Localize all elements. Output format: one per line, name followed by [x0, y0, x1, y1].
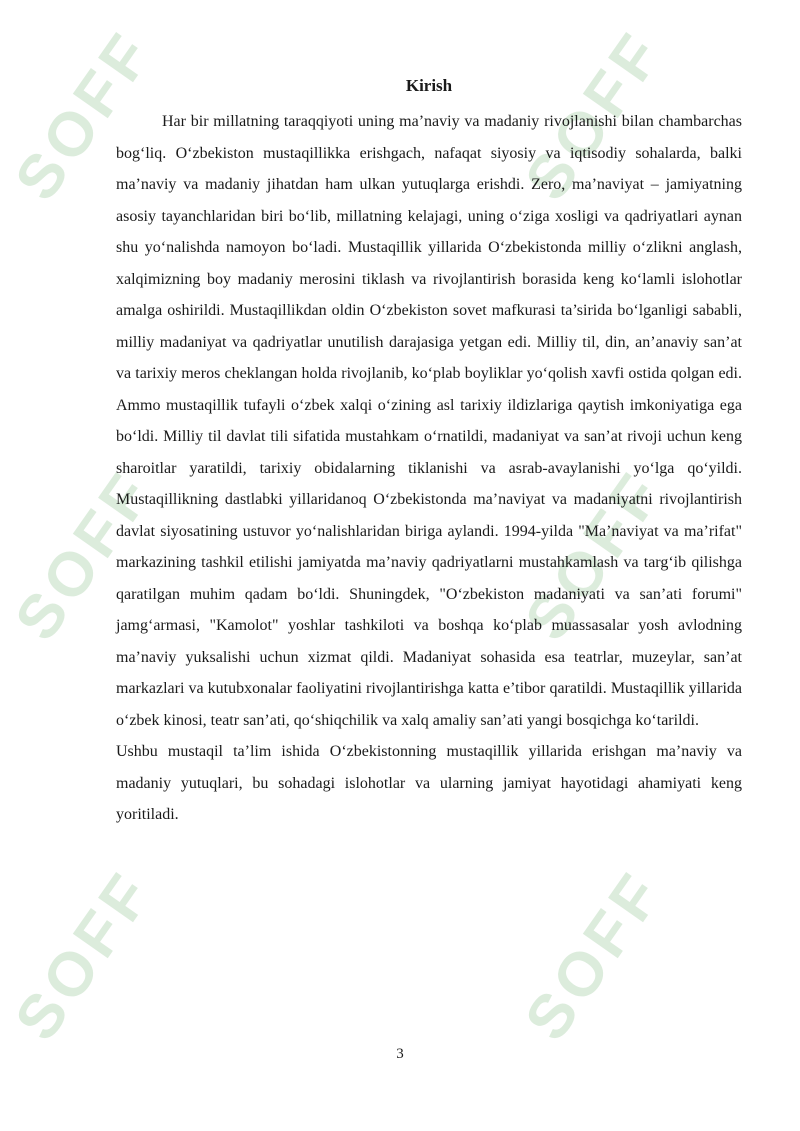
intro-paragraph: Har bir millatning taraqqiyoti uning ma’naviy va madaniy rivojlanishi bilan chambarchas bog‘liq. O‘zbekiston mustaqillikka erishgach, nafaqat siyosiy va iqtisodiy sohalarda, balki ma’naviy va madaniy jihatdan ham ulkan yutuqlarga erishdi. Zero, ma’naviyat – jamiyatning asosiy tayanchlaridan biri bo‘lib, millatning kelajagi, uning o‘ziga xosligi va qadriyatlari aynan shu yo‘nalishda namoyon bo‘ladi. Mustaqillik yillarida O‘zbekistonda milliy o‘zlikni anglash, xalqimizning boy madaniy merosini tiklash va rivojlantirish borasida keng ko‘lamli islohotlar amalga oshirildi. Mustaqillikdan oldin O‘zbekiston sovet mafkurasi ta’sirida bo‘lganligi sababli, milliy madaniyat va qadriyatlar unutilish darajasiga yetgan edi. Milliy til, din, an’anaviy san’at va tarixiy meros cheklangan holda rivojlanib, ko‘plab boyliklar yo‘qolish xavfi ostida qolgan edi. Ammo mustaqillik tufayli o‘zbek xalqi o‘zining asl tarixiy ildizlariga qaytish imkoniyatiga ega bo‘ldi. Milliy til davlat tili sifatida mustahkam o‘rnatildi, madaniyat va san’at rivoji uchun keng sharoitlar yaratildi, tarixiy obidalarning tiklanishi va asrab-avaylanishi yo‘lga qo‘yildi. Mustaqillikning dastlabki yillaridanoq O‘zbekistonda ma’naviyat va madaniyatni rivojlantirish davlat siyosatining ustuvor yo‘nalishlaridan biriga aylandi. 1994-yilda "Ma’naviyat va ma’rifat" markazining tashkil etilishi jamiyatda ma’naviy qadriyatlarni mustahkamlash va targ‘ib qilishga qaratilgan muhim qadam bo‘ldi. Shuningdek, "O‘zbekiston madaniyati va san’ati forumi" jamg‘armasi, "Kamolot" yoshlar tashkiloti va boshqa ko‘plab muassasalar yosh avlodning ma’naviy yuksalishi uchun xizmat qildi. Madaniyat sohasida esa teatrlar, muzeylar, san’at markazlari va kutubxonalar faoliyatini rivojlantirishga katta e’tibor qaratildi. Mustaqillik yillarida o‘zbek kinosi, teatr san’ati, qo‘shiqchilik va xalq amaliy san’ati yangi bosqichga ko‘tarildi.	[116, 113, 742, 729]
watermark-text: SOFF	[512, 18, 678, 213]
watermark-text: SOFF	[2, 18, 168, 213]
page-number: 3	[396, 1046, 404, 1062]
closing-paragraph: Ushbu mustaqil ta’lim ishida O‘zbekistonning mustaqillik yillarida erishgan ma’naviy va madaniy yutuqlari, bu sohadagi islohotlar va ularning jamiyat hayotidagi ahamiyati keng yoritiladi.	[116, 743, 742, 823]
watermark-text: SOFF	[512, 458, 678, 653]
page-title: Kirish	[405, 76, 453, 95]
document-page	[116, 74, 742, 831]
watermark-text: SOFF	[2, 458, 168, 653]
soff-watermark	[1, 858, 168, 1054]
watermark-text: SOFF	[2, 858, 168, 1053]
soff-watermark	[511, 858, 678, 1054]
watermark-text: SOFF	[512, 858, 678, 1053]
